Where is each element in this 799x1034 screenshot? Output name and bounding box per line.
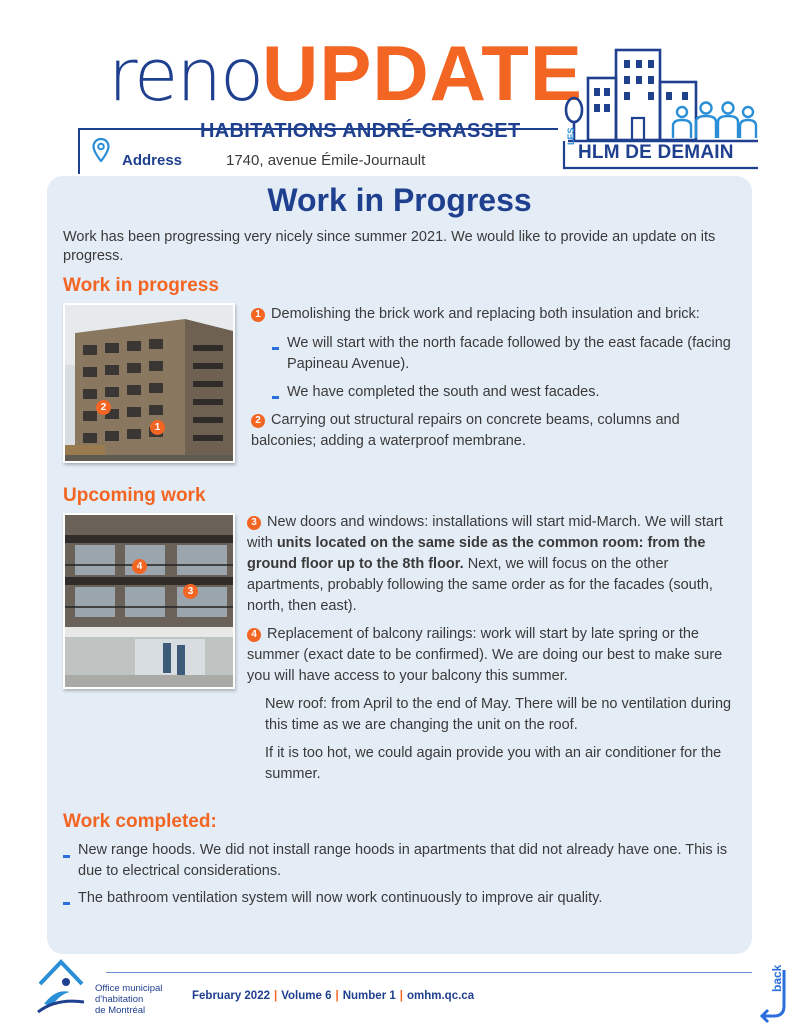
dash-bullet xyxy=(63,855,70,858)
paragraph-air-conditioner: If it is too hot, we could again provide you with an air conditioner for the summer. xyxy=(265,745,722,782)
list-item-3 xyxy=(247,512,723,617)
section-heading-upcoming-work: Upcoming work xyxy=(63,485,206,506)
org-name-line-2: d'habitation xyxy=(95,994,144,1005)
back-link-label[interactable]: back xyxy=(770,964,784,992)
list-item-text-end: Next, we will focus on the other apartments, probably following the same order as for the facades (south, north, then east). xyxy=(247,556,713,614)
issue-info: February 2022 | Volume 6 | Number 1 | omhm.qc.ca xyxy=(192,990,475,1002)
number-badge: 2 xyxy=(251,414,265,428)
building-facade-photo xyxy=(63,303,235,463)
completed-item-ventilation: The bathroom ventilation system will now work continuously to improve air quality. xyxy=(78,890,603,906)
issue-date: February 2022 xyxy=(192,990,270,1002)
photo-marker-4: 4 xyxy=(132,559,147,574)
address-label: Address xyxy=(122,152,183,169)
omhm-name xyxy=(95,983,195,1016)
omhm-logo xyxy=(36,958,86,1014)
number-badge: 4 xyxy=(247,628,261,642)
org-name-line-3: de Montréal xyxy=(95,1005,146,1016)
org-name-line-1: Office municipal xyxy=(95,983,163,994)
issue-number: Number 1 xyxy=(342,990,396,1002)
dash-bullet xyxy=(63,902,70,905)
website-link[interactable]: omhm.qc.ca xyxy=(406,990,475,1002)
list-item-text: Carrying out structural repairs on concrete beams, columns and balconies; adding a waterproof membrane. xyxy=(251,412,680,449)
building-entrance-photo xyxy=(63,513,235,689)
logo-hlm-de-demain-text: HLM DE DEMAIN xyxy=(578,142,734,163)
sub-item-north-facade: We will start with the north facade followed by the east facade (facing Papineau Avenue). xyxy=(287,335,731,372)
address-value: 1740, avenue Émile-Journault xyxy=(226,152,426,169)
dash-bullet xyxy=(272,347,279,350)
logo-les-label: LES xyxy=(566,127,576,145)
number-badge: 1 xyxy=(251,308,265,322)
list-item-text: Replacement of balcony railings: work will start by late spring or the summer (exact date to be confirmed). We are doing our best to make sure you will have access to your balcony this summer. xyxy=(247,626,723,684)
page-title: Work in Progress xyxy=(267,182,532,218)
intro-paragraph: Work has been progressing very nicely since summer 2021. We would like to provide an update on its progress. xyxy=(63,229,716,264)
list-item-text-bold: units located on the same side as the common room: from the ground floor up to the 8th floor. xyxy=(247,535,706,572)
issue-volume: Volume 6 xyxy=(281,990,332,1002)
paragraph-new-roof: New roof: from April to the end of May. There will be no ventilation during this time as we are changing the unit on the roof. xyxy=(265,696,732,733)
list-item-text: Demolishing the brick work and replacing both insulation and brick: xyxy=(271,306,700,322)
dash-bullet xyxy=(272,396,279,399)
photo-marker-1: 1 xyxy=(150,420,165,435)
list-item-2 xyxy=(251,410,731,452)
sub-item-completed-facades: We have completed the south and west facades. xyxy=(287,384,600,400)
location-pin-icon xyxy=(92,138,110,162)
section-heading-work-in-progress: Work in progress xyxy=(63,275,219,296)
list-item-4 xyxy=(247,624,745,687)
completed-item-range-hoods: New range hoods. We did not install range hoods in apartments that did not already have one. This is due to electrical considerations. xyxy=(78,842,728,879)
list-item-text-start: New doors and windows: installations will start mid-March. We will start with xyxy=(247,514,723,551)
photo-marker-3: 3 xyxy=(183,584,198,599)
section-heading-work-completed: Work completed: xyxy=(63,811,217,832)
masthead-reno: reno xyxy=(108,33,262,117)
photo-marker-2: 2 xyxy=(96,400,111,415)
list-item-1 xyxy=(251,304,741,325)
masthead xyxy=(108,29,583,117)
number-badge: 3 xyxy=(247,516,261,530)
footer-divider xyxy=(106,972,752,973)
masthead-update: UPDATE xyxy=(262,29,583,117)
building-name: HABITATIONS ANDRÉ-GRASSET xyxy=(200,120,521,142)
